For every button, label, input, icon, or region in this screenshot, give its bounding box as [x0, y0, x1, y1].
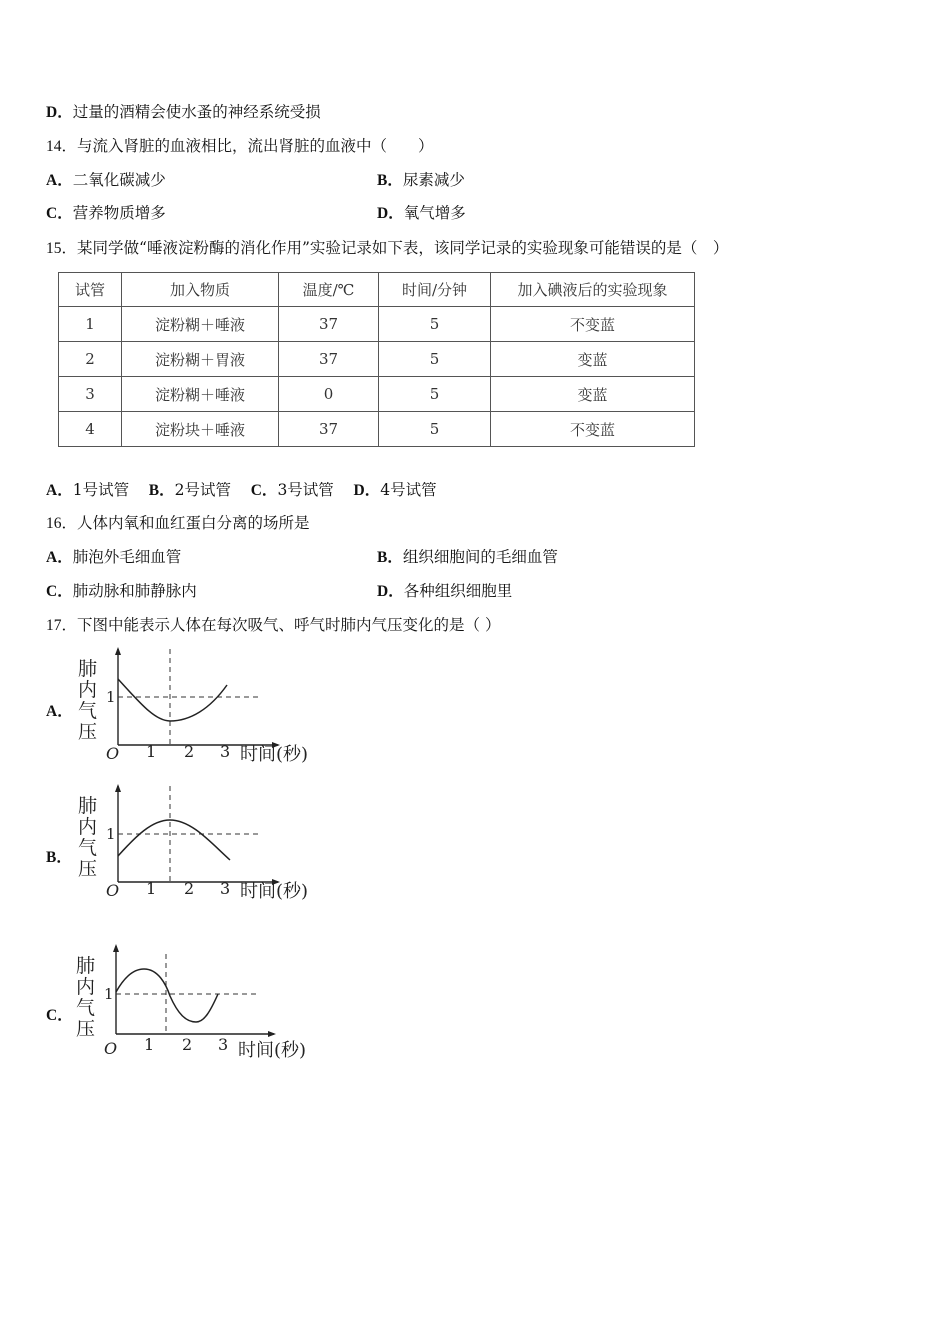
option-text: 尿素减少 — [402, 171, 465, 189]
graph-b — [40, 782, 340, 912]
graph-xlabel: 时间(秒) — [240, 881, 309, 902]
option-label: A． — [46, 549, 73, 566]
question-text: 人体内氧和血红蛋白分离的场所是 — [77, 514, 310, 532]
question-number: 16． — [46, 515, 78, 532]
table-header: 温度/℃ — [279, 273, 379, 307]
graph-x-tick: 2 — [184, 879, 195, 898]
table-row — [59, 307, 695, 342]
option-label: C． — [46, 583, 73, 600]
option-label: B． — [377, 172, 403, 189]
table-header: 时间/分钟 — [379, 273, 491, 307]
graph-ylabel-char: 气 — [78, 700, 98, 722]
table-cell: 37 — [279, 307, 379, 342]
q16-option-c — [46, 580, 197, 603]
graph-ylabel-char: 压 — [78, 858, 98, 880]
table-row — [59, 412, 695, 447]
x-axis-arrow — [268, 1031, 276, 1037]
table-cell: 5 — [379, 307, 491, 342]
graph-b-label: B． — [46, 849, 72, 866]
graph-c — [40, 942, 340, 1072]
pressure-curve — [118, 820, 230, 860]
option-text: 1号试管 — [72, 481, 130, 499]
q16-stem — [46, 512, 310, 535]
question-text: 某同学做“唾液淀粉酶的消化作用”实验记录如下表，该同学记录的实验现象可能错误的是（ ） — [77, 239, 729, 257]
y-axis-arrow — [115, 784, 121, 792]
q14-option-a — [46, 169, 166, 192]
option-text: 2号试管 — [174, 481, 232, 499]
option-label: D． — [353, 482, 381, 499]
option-text: 4号试管 — [380, 481, 437, 499]
option-label: C． — [46, 205, 73, 222]
table-header: 加入物质 — [122, 273, 279, 307]
table-cell: 不变蓝 — [491, 412, 695, 447]
graph-x-tick: 1 — [146, 879, 157, 898]
option-label: C． — [250, 482, 278, 499]
q14-option-b — [377, 169, 465, 192]
q16-option-a — [46, 546, 181, 569]
graph-x-tick: 1 — [146, 742, 157, 761]
table-cell: 0 — [279, 377, 379, 412]
graph-x-tick: 3 — [220, 742, 231, 761]
option-text: 肺动脉和肺静脉内 — [72, 582, 197, 600]
graph-x-tick: 1 — [144, 1035, 155, 1054]
table-row — [59, 377, 695, 412]
graph-ylabel-char: 内 — [76, 976, 96, 998]
table-cell: 淀粉糊＋胃液 — [122, 342, 279, 377]
option-text: 二氧化碳减少 — [72, 171, 166, 189]
graph-y-ref: 1 — [106, 688, 116, 706]
pressure-curve — [118, 679, 227, 721]
q13-option-d — [46, 101, 321, 124]
table-cell: 4 — [59, 412, 122, 447]
graph-ylabel-char: 肺 — [78, 658, 98, 680]
table-cell: 淀粉糊＋唾液 — [122, 307, 279, 342]
q16-option-d — [377, 580, 512, 603]
table-cell: 5 — [379, 342, 491, 377]
table-cell: 变蓝 — [491, 377, 695, 412]
table-cell: 37 — [279, 342, 379, 377]
graph-xlabel: 时间(秒) — [240, 744, 309, 765]
graph-ylabel-char: 气 — [76, 997, 96, 1019]
graph-x-tick: 2 — [184, 742, 195, 761]
option-label: B． — [148, 482, 175, 499]
table-cell: 变蓝 — [491, 342, 695, 377]
q14-stem — [46, 135, 434, 158]
q15-stem — [46, 237, 728, 260]
graph-ylabel-char: 压 — [76, 1018, 96, 1040]
graph-origin: O — [104, 1039, 118, 1058]
table-cell: 淀粉糊＋唾液 — [122, 377, 279, 412]
option-label: A． — [46, 172, 73, 189]
graph-a-label: A． — [46, 703, 73, 720]
graph-a — [40, 645, 340, 775]
q14-option-c — [46, 202, 166, 225]
table-cell: 5 — [379, 412, 491, 447]
option-text: 营养物质增多 — [72, 204, 166, 222]
graph-x-tick: 3 — [220, 879, 231, 898]
table-cell: 不变蓝 — [491, 307, 695, 342]
q16-option-b — [377, 546, 558, 569]
pressure-curve — [116, 969, 218, 1022]
graph-origin: O — [106, 744, 120, 763]
table-cell: 淀粉块＋唾液 — [122, 412, 279, 447]
table-header-row — [59, 273, 695, 307]
q17-stem — [46, 614, 500, 637]
question-number: 17． — [46, 617, 78, 634]
experiment-table — [58, 272, 695, 447]
option-text: 肺泡外毛细血管 — [72, 548, 182, 566]
option-text: 3号试管 — [277, 481, 334, 499]
graph-y-ref: 1 — [104, 985, 114, 1003]
table-cell: 2 — [59, 342, 122, 377]
graph-xlabel: 时间(秒) — [238, 1040, 307, 1061]
y-axis-arrow — [115, 647, 121, 655]
option-label: B． — [377, 549, 403, 566]
graph-y-ref: 1 — [106, 825, 116, 843]
option-text: 各种组织细胞里 — [403, 582, 513, 600]
graph-ylabel-char: 肺 — [78, 795, 98, 817]
table-header: 试管 — [59, 273, 122, 307]
graph-ylabel-char: 内 — [78, 679, 98, 701]
graph-x-tick: 3 — [218, 1035, 229, 1054]
table-cell: 5 — [379, 377, 491, 412]
question-number: 14． — [46, 138, 78, 155]
question-text: 与流入肾脏的血液相比，流出肾脏的血液中（ ） — [77, 137, 434, 155]
option-text: 组织细胞间的毛细血管 — [402, 548, 558, 566]
graph-ylabel-char: 压 — [78, 721, 98, 743]
table-header: 加入碘液后的实验现象 — [491, 273, 695, 307]
option-label: D． — [377, 583, 404, 600]
option-label: D． — [46, 104, 73, 121]
graph-origin: O — [106, 881, 120, 900]
table-cell: 37 — [279, 412, 379, 447]
question-text: 下图中能表示人体在每次吸气、呼气时肺内气压变化的是（ ） — [77, 616, 501, 634]
question-number: 15． — [46, 240, 78, 257]
graph-ylabel-char: 气 — [78, 837, 98, 859]
q15-options — [46, 479, 437, 502]
table-cell: 3 — [59, 377, 122, 412]
option-label: D． — [377, 205, 404, 222]
option-text: 过量的酒精会使水蚤的神经系统受损 — [72, 103, 321, 121]
graph-ylabel-char: 肺 — [76, 955, 96, 977]
graph-c-label: C． — [46, 1007, 73, 1024]
option-text: 氧气增多 — [403, 204, 466, 222]
table-row — [59, 342, 695, 377]
graph-x-tick: 2 — [182, 1035, 193, 1054]
y-axis-arrow — [113, 944, 119, 952]
table-cell: 1 — [59, 307, 122, 342]
graph-ylabel-char: 内 — [78, 816, 98, 838]
q14-option-d — [377, 202, 466, 225]
option-label: A． — [46, 482, 73, 499]
